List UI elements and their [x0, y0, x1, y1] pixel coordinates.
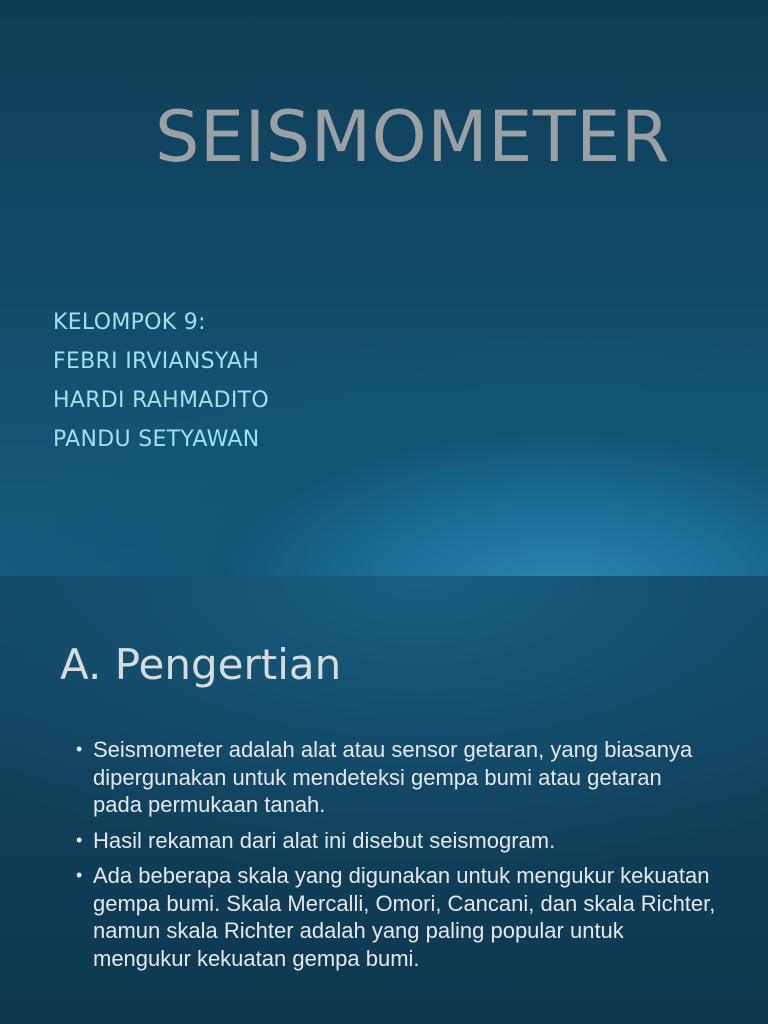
bullet-dot-icon: •: [76, 829, 83, 850]
section-heading: A. Pengertian: [60, 640, 342, 689]
group-members-list: [53, 303, 269, 459]
bullet-item: [76, 736, 716, 819]
member-name: PANDU SETYAWAN: [53, 427, 260, 452]
bullet-item: [76, 827, 716, 855]
bullet-dot-icon: •: [76, 865, 83, 885]
member-name: HARDI RAHMADITO: [53, 388, 270, 413]
bullet-item: [76, 862, 716, 972]
bullet-dot-icon: •: [76, 739, 83, 759]
content-slide: [0, 576, 768, 1024]
slide-title: SEISMOMETER: [155, 96, 670, 178]
bullet-text: Ada beberapa skala yang digunakan untuk mengukur kekuatan gempa bumi. Skala Mercalli, Omori, Cancani, dan skala Richter, namun skala Richter adalah yang paling popular untuk mengukur kekuatan gempa bumi.: [93, 863, 716, 971]
member-name: FEBRI IRVIANSYAH: [53, 349, 260, 374]
bullet-text: Seismometer adalah alat atau sensor getaran, yang biasanya dipergunakan untuk mendeteksi gempa bumi atau getaran pada permukaan tanah.: [93, 737, 693, 817]
bullet-text: Hasil rekaman dari alat ini disebut seismogram.: [93, 827, 556, 853]
bullet-list: [76, 736, 716, 980]
group-label: KELOMPOK 9:: [53, 310, 206, 335]
